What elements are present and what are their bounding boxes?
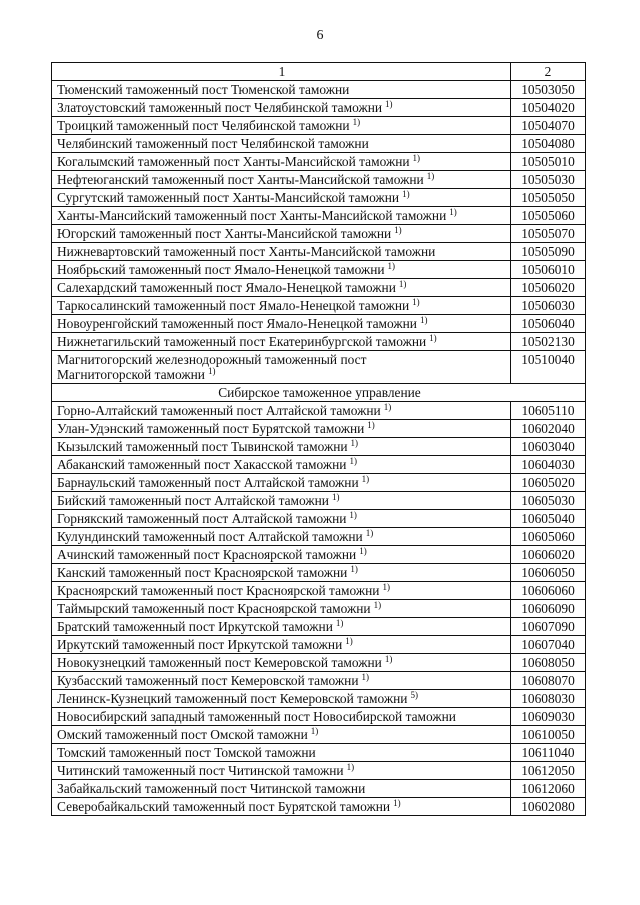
post-name: Канский таможенный пост Красноярской таможни xyxy=(57,565,348,580)
footnote-marker: 1) xyxy=(352,117,361,127)
post-name: Сургутский таможенный пост Ханты-Мансийской таможни xyxy=(57,190,400,205)
post-name: Троицкий таможенный пост Челябинской таможни xyxy=(57,118,350,133)
post-name-cell xyxy=(52,261,511,279)
table-row xyxy=(52,780,586,798)
post-code: 10611040 xyxy=(511,744,586,762)
post-code: 10505090 xyxy=(511,243,586,261)
post-name: Горно-Алтайский таможенный пост Алтайской таможни xyxy=(57,403,381,418)
post-code: 10506030 xyxy=(511,297,586,315)
post-code: 10606050 xyxy=(511,564,586,582)
post-code: 10505010 xyxy=(511,153,586,171)
post-name: Ханты-Мансийский таможенный пост Ханты-Мансийской таможни xyxy=(57,208,447,223)
post-name-cell xyxy=(52,492,511,510)
table-row xyxy=(52,261,586,279)
post-name-cell xyxy=(52,618,511,636)
post-name-cell xyxy=(52,528,511,546)
post-name: Красноярский таможенный пост Красноярской таможни xyxy=(57,583,380,598)
table-row xyxy=(52,420,586,438)
post-name: Кузбасский таможенный пост Кемеровской таможни xyxy=(57,673,359,688)
footnote-marker: 1) xyxy=(346,762,355,772)
footnote-marker: 1) xyxy=(382,582,390,592)
post-code: 10505060 xyxy=(511,207,586,225)
post-code: 10605020 xyxy=(511,474,586,492)
footnote-marker: 1) xyxy=(367,420,375,430)
footnote-marker: 1) xyxy=(402,189,410,199)
post-code: 10504020 xyxy=(511,99,586,117)
post-name-cell xyxy=(52,81,511,99)
post-name: Новокузнецкий таможенный пост Кемеровской таможни xyxy=(57,655,382,670)
post-name: Златоустовский таможенный пост Челябинской таможни xyxy=(57,100,383,115)
table-row xyxy=(52,438,586,456)
post-name-cell xyxy=(52,243,511,261)
footnote-marker: 1) xyxy=(426,171,435,181)
table-row xyxy=(52,315,586,333)
post-name: Новоуренгойский таможенный пост Ямало-Ненецкой таможни xyxy=(57,316,417,331)
post-name-cell xyxy=(52,456,511,474)
section-title: Сибирское таможенное управление xyxy=(52,384,586,402)
post-name-cell xyxy=(52,438,511,456)
table-row xyxy=(52,762,586,780)
post-code: 10510040 xyxy=(511,351,586,384)
post-name-cell xyxy=(52,351,511,384)
table-row xyxy=(52,672,586,690)
post-code: 10605060 xyxy=(511,528,586,546)
post-name-cell xyxy=(52,225,511,243)
post-code: 10606020 xyxy=(511,546,586,564)
table-row xyxy=(52,726,586,744)
post-name: Ачинский таможенный пост Красноярской таможни xyxy=(57,547,357,562)
post-name-cell xyxy=(52,315,511,333)
post-name: Горнякский таможенный пост Алтайской таможни xyxy=(57,511,347,526)
post-name-cell xyxy=(52,420,511,438)
post-name-cell xyxy=(52,333,511,351)
post-name: Кызылский таможенный пост Тывинской таможни xyxy=(57,439,348,454)
post-name: Салехардский таможенный пост Ямало-Ненецкой таможни xyxy=(57,280,396,295)
post-name: Нижневартовский таможенный пост Ханты-Мансийской таможни xyxy=(57,244,436,259)
post-name-cell xyxy=(52,279,511,297)
footnote-marker: 1) xyxy=(331,492,340,502)
post-code: 10506020 xyxy=(511,279,586,297)
post-name: Барнаульский таможенный пост Алтайской таможни xyxy=(57,475,359,490)
table-row xyxy=(52,708,586,726)
post-name-cell xyxy=(52,600,511,618)
post-code: 10505030 xyxy=(511,171,586,189)
post-name-cell xyxy=(52,762,511,780)
footnote-marker: 1) xyxy=(412,153,421,163)
table-row xyxy=(52,153,586,171)
post-code: 10605030 xyxy=(511,492,586,510)
post-code: 10502130 xyxy=(511,333,586,351)
post-name: Таркосалинский таможенный пост Ямало-Ненецкой таможни xyxy=(57,298,410,313)
footnote-marker: 1) xyxy=(350,564,358,574)
table-row xyxy=(52,492,586,510)
table-row xyxy=(52,402,586,420)
post-code: 10608050 xyxy=(511,654,586,672)
customs-posts-table xyxy=(51,62,586,816)
post-name-cell xyxy=(52,546,511,564)
post-name: Северобайкальский таможенный пост Бурятской таможни xyxy=(57,799,391,814)
post-name-cell xyxy=(52,171,511,189)
post-name: Когалымский таможенный пост Ханты-Мансийской таможни xyxy=(57,154,410,169)
table-row xyxy=(52,744,586,762)
footnote-marker: 1) xyxy=(394,225,402,235)
table-row xyxy=(52,279,586,297)
post-code: 10608070 xyxy=(511,672,586,690)
footnote-marker: 1) xyxy=(429,333,437,343)
post-code: 10608030 xyxy=(511,690,586,708)
post-name: Кулундинский таможенный пост Алтайской таможни xyxy=(57,529,363,544)
footnote-marker: 1) xyxy=(387,261,396,271)
table-row xyxy=(52,189,586,207)
table-row xyxy=(52,564,586,582)
table-row xyxy=(52,333,586,351)
footnote-marker: 1) xyxy=(361,672,370,682)
post-code: 10505070 xyxy=(511,225,586,243)
post-code: 10602040 xyxy=(511,420,586,438)
post-name: Тюменский таможенный пост Тюменской таможни xyxy=(57,82,350,97)
post-name: Югорский таможенный пост Ханты-Мансийской таможни xyxy=(57,226,392,241)
table-row xyxy=(52,135,586,153)
post-name: Бийский таможенный пост Алтайской таможни xyxy=(57,493,329,508)
post-code: 10604030 xyxy=(511,456,586,474)
post-name-cell xyxy=(52,672,511,690)
section-header-row xyxy=(52,384,586,402)
post-code: 10505050 xyxy=(511,189,586,207)
table-row xyxy=(52,600,586,618)
post-name: Читинский таможенный пост Читинской таможни xyxy=(57,763,344,778)
table-row xyxy=(52,636,586,654)
post-code: 10506040 xyxy=(511,315,586,333)
footnote-marker: 1) xyxy=(345,636,353,646)
post-code: 10607090 xyxy=(511,618,586,636)
post-code: 10612060 xyxy=(511,780,586,798)
column-2-header: 2 xyxy=(511,63,586,81)
post-name-cell xyxy=(52,153,511,171)
table-row xyxy=(52,297,586,315)
post-name: Абаканский таможенный пост Хакасской таможни xyxy=(57,457,347,472)
post-code: 10606060 xyxy=(511,582,586,600)
footnote-marker: 1) xyxy=(383,402,392,412)
post-name-cell xyxy=(52,798,511,816)
post-name: Томский таможенный пост Томской таможни xyxy=(57,745,316,760)
footnote-marker: 1) xyxy=(207,366,216,376)
table-row xyxy=(52,81,586,99)
footnote-marker: 1) xyxy=(385,99,393,109)
post-name: Новосибирский западный таможенный пост Новосибирской таможни xyxy=(57,709,456,724)
post-code: 10610050 xyxy=(511,726,586,744)
table-row xyxy=(52,99,586,117)
post-code: 10605040 xyxy=(511,510,586,528)
table-row xyxy=(52,171,586,189)
table-row xyxy=(52,225,586,243)
post-code: 10506010 xyxy=(511,261,586,279)
post-code: 10612050 xyxy=(511,762,586,780)
post-name-cell xyxy=(52,135,511,153)
table-row xyxy=(52,510,586,528)
post-code: 10504070 xyxy=(511,117,586,135)
post-name: Челябинский таможенный пост Челябинской таможни xyxy=(57,136,369,151)
footnote-marker: 1) xyxy=(349,456,357,466)
post-name-cell xyxy=(52,474,511,492)
footnote-marker: 1) xyxy=(449,207,457,217)
post-name-cell xyxy=(52,744,511,762)
table-row xyxy=(52,351,586,384)
post-name-cell xyxy=(52,117,511,135)
post-code: 10503050 xyxy=(511,81,586,99)
footnote-marker: 5) xyxy=(410,690,418,700)
post-name-cell xyxy=(52,690,511,708)
post-code: 10609030 xyxy=(511,708,586,726)
table-header-row xyxy=(52,63,586,81)
post-name-cell xyxy=(52,189,511,207)
table-row xyxy=(52,207,586,225)
footnote-marker: 1) xyxy=(412,297,420,307)
post-code: 10605110 xyxy=(511,402,586,420)
post-name-cell xyxy=(52,510,511,528)
footnote-marker: 1) xyxy=(361,474,370,484)
footnote-marker: 1) xyxy=(350,438,359,448)
table-row xyxy=(52,528,586,546)
post-code: 10606090 xyxy=(511,600,586,618)
post-name-cell xyxy=(52,708,511,726)
post-name-cell xyxy=(52,297,511,315)
post-name: Забайкальский таможенный пост Читинской таможни xyxy=(57,781,366,796)
post-code: 10607040 xyxy=(511,636,586,654)
footnote-marker: 1) xyxy=(384,654,393,664)
post-name-cell xyxy=(52,564,511,582)
post-name: Ноябрьский таможенный пост Ямало-Ненецкой таможни xyxy=(57,262,385,277)
page-number: 6 xyxy=(316,28,324,43)
table-row xyxy=(52,582,586,600)
post-name-cell xyxy=(52,99,511,117)
post-name-cell xyxy=(52,636,511,654)
footnote-marker: 1) xyxy=(373,600,382,610)
table-body xyxy=(52,63,586,816)
post-name-cell xyxy=(52,726,511,744)
footnote-marker: 1) xyxy=(419,315,428,325)
footnote-marker: 1) xyxy=(359,546,367,556)
post-name-cell xyxy=(52,780,511,798)
footnote-marker: 1) xyxy=(393,798,401,808)
footnote-marker: 1) xyxy=(310,726,319,736)
table-row xyxy=(52,654,586,672)
table-row xyxy=(52,690,586,708)
post-code: 10602080 xyxy=(511,798,586,816)
table-row xyxy=(52,474,586,492)
post-code: 10504080 xyxy=(511,135,586,153)
footnote-marker: 1) xyxy=(349,510,357,520)
footnote-marker: 1) xyxy=(335,618,344,628)
table-row xyxy=(52,456,586,474)
post-name-cell xyxy=(52,582,511,600)
post-name: Омский таможенный пост Омской таможни xyxy=(57,727,308,742)
post-name-cell xyxy=(52,402,511,420)
table-row xyxy=(52,618,586,636)
post-name-cell xyxy=(52,207,511,225)
table-row xyxy=(52,546,586,564)
table-row xyxy=(52,243,586,261)
column-1-header: 1 xyxy=(52,63,511,81)
post-name: Улан-Удэнский таможенный пост Бурятской таможни xyxy=(57,421,365,436)
table-row xyxy=(52,117,586,135)
post-name: Магнитогорский железнодорожный таможенный пост Магнитогорской таможни xyxy=(57,352,367,382)
post-name: Нефтеюганский таможенный пост Ханты-Мансийской таможни xyxy=(57,172,424,187)
post-name: Ленинск-Кузнецкий таможенный пост Кемеровской таможни xyxy=(57,691,408,706)
table-row xyxy=(52,798,586,816)
footnote-marker: 1) xyxy=(365,528,374,538)
post-name: Нижнетагильский таможенный пост Екатеринбургской таможни xyxy=(57,334,427,349)
post-name: Иркутский таможенный пост Иркутской таможни xyxy=(57,637,343,652)
post-code: 10603040 xyxy=(511,438,586,456)
post-name: Братский таможенный пост Иркутской таможни xyxy=(57,619,333,634)
post-name: Таймырский таможенный пост Красноярской таможни xyxy=(57,601,371,616)
post-name-cell xyxy=(52,654,511,672)
footnote-marker: 1) xyxy=(398,279,407,289)
